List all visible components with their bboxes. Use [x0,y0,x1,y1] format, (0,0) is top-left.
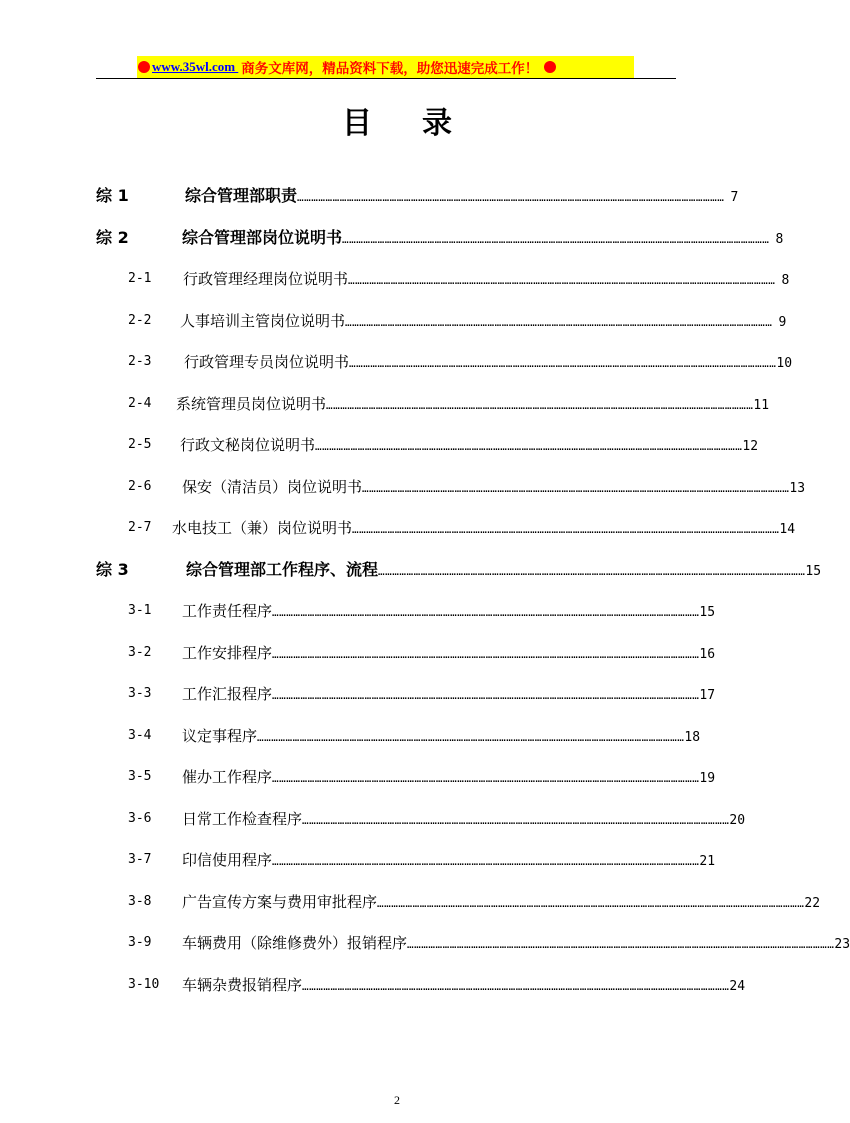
toc-leader-dots: ……………………………………………………………………………………………………………………………………………………………… [352,523,780,536]
toc-entry-title: 催办工作程序 [182,768,273,786]
toc-entry-page: 21 [699,854,716,869]
toc-entry-number: 综 2 [96,227,129,247]
page-title: 目录 [342,106,502,141]
toc-entry-title: 议定事程序 [182,726,258,745]
toc-entry-number: 3-1 [128,603,152,618]
toc-entry-page: 20 [729,812,746,828]
toc-leader-dots: ……………………………………………………………………………………………………………………………………………………………… [272,689,700,702]
toc-entry-title: 综合管理部职责 [185,186,298,205]
toc-entry-page: 14 [779,522,796,537]
toc-entry[interactable] [0,599,794,623]
toc-entry[interactable] [0,973,794,997]
toc-leader-dots: ……………………………………………………………………………………………………………………………………………………………… [377,896,805,910]
toc-entry-page: 9 [778,314,787,330]
toc-entry-page: 19 [699,771,716,786]
page-number: 2 [394,1093,400,1107]
toc-leader-dots: ……………………………………………………………………………………………………………………………………………………………… [272,772,700,785]
toc-entry-number: 2-6 [128,478,152,494]
toc-entry-title: 系统管理员岗位说明书 [176,394,327,413]
red-dot-icon [138,61,150,73]
toc-entry[interactable] [0,558,822,582]
toc-entry-number: 3-3 [128,686,152,701]
toc-entry-number: 综 1 [96,186,129,205]
toc-entry[interactable] [0,848,794,872]
toc-entry-number: 3-6 [128,810,152,826]
toc-entry-title: 日常工作检查程序 [182,809,303,828]
toc-entry[interactable] [0,807,794,831]
toc-entry[interactable] [0,765,794,789]
toc-entry-title: 工作汇报程序 [182,685,273,703]
toc-entry-number: 2-5 [128,437,152,452]
toc-entry-number: 2-2 [128,312,152,328]
toc-entry-page: 13 [789,480,806,496]
toc-entry-page: 12 [742,439,759,454]
toc-leader-dots: ……………………………………………………………………………………………………………………………………………………………… [407,938,835,951]
header-rule [96,78,676,79]
toc-entry[interactable] [0,309,794,333]
toc-entry[interactable] [0,724,794,748]
toc-entry[interactable] [0,475,806,499]
toc-entry-number: 2-3 [128,354,152,369]
toc-leader-dots: ……………………………………………………………………………………………………………………………………………………………… [315,440,743,453]
toc-entry-page: 17 [699,688,716,703]
toc-leader-dots: ……………………………………………………………………………………………………………………………………………………………… [272,606,700,619]
toc-leader-dots: ……………………………………………………………………………………………………………………………………………………………… [302,813,730,827]
toc-entry-page: 22 [804,895,821,911]
toc-entry-title: 行政管理经理岗位说明书 [183,270,349,288]
toc-entry-page: 8 [775,231,784,247]
toc-entry[interactable] [0,267,794,291]
toc-entry-title: 印信使用程序 [182,851,273,869]
toc-leader-dots: ……………………………………………………………………………………………………………………………………………………………… [378,564,806,578]
toc-entry-page: 16 [699,646,716,662]
toc-leader-dots: ……………………………………………………………………………………………………………………………………………………………… [349,357,777,370]
toc-entry[interactable] [0,890,821,914]
toc-entry-title: 工作安排程序 [182,643,273,662]
toc-leader-dots: ……………………………………………………………………………………………………………………………………………………………… [257,730,685,744]
toc-entry-page: 24 [729,978,746,994]
toc-entry[interactable] [0,392,794,416]
toc-entry[interactable] [0,226,794,250]
toc-entry-number: 2-4 [128,395,152,411]
toc-entry-page: 15 [805,563,822,579]
toc-entry-number: 3-9 [128,935,152,950]
toc-entry[interactable] [0,433,794,457]
toc-entry-number: 3-7 [128,852,152,867]
toc-entry-title: 保安（清洁员）岗位说明书 [182,477,363,496]
toc-entry-page: 7 [730,190,739,205]
toc-entry-title: 车辆费用（除维修费外）报销程序 [182,934,408,952]
toc-leader-dots: ……………………………………………………………………………………………………………………………………………………………… [342,232,770,246]
toc-leader-dots: ……………………………………………………………………………………………………………………………………………………………… [272,647,700,661]
red-dot-icon [544,61,556,73]
toc-entry-page: 23 [834,937,850,952]
toc-entry[interactable] [0,516,794,540]
toc-leader-dots: ……………………………………………………………………………………………………………………………………………………………… [302,979,730,993]
toc-entry-title: 综合管理部工作程序、流程 [186,559,379,579]
toc-leader-dots: ……………………………………………………………………………………………………………………………………………………………… [345,315,773,329]
toc-entry-number: 2-7 [128,520,152,535]
toc-entry[interactable] [0,184,794,208]
toc-entry-number: 2-1 [128,271,152,286]
toc-entry-page: 11 [753,397,770,413]
toc-leader-dots: ……………………………………………………………………………………………………………………………………………………………… [272,855,700,868]
header-slogan: 商务文库网，精品资料下载，助您迅速完成工作！ [241,61,539,77]
toc-entry-title: 水电技工（兼）岗位说明书 [172,519,353,537]
toc-entry-page: 18 [684,729,701,745]
toc-entry-title: 行政文秘岗位说明书 [180,436,316,454]
toc-entry-title: 综合管理部岗位说明书 [182,227,343,247]
toc-leader-dots: ……………………………………………………………………………………………………………………………………………………………… [348,274,776,287]
toc-entry-number: 3-8 [128,893,152,909]
toc-leader-dots: ……………………………………………………………………………………………………………………………………………………………… [297,191,725,204]
toc-entry-title: 人事培训主管岗位说明书 [180,311,346,330]
toc-entry-number: 3-5 [128,769,152,784]
toc-entry-page: 15 [699,605,716,620]
toc-entry[interactable] [0,641,794,665]
toc-entry-number: 综 3 [96,559,129,579]
toc-entry-number: 3-10 [128,976,160,992]
site-link[interactable]: www.35wl.com [152,59,239,74]
toc-entry-page: 8 [781,273,790,288]
toc-entry-title: 工作责任程序 [182,602,273,620]
toc-entry-title: 行政管理专员岗位说明书 [184,353,350,371]
toc-entry[interactable] [0,350,794,374]
toc-entry[interactable] [0,931,850,955]
toc-leader-dots: ……………………………………………………………………………………………………………………………………………………………… [326,398,754,412]
toc-entry-number: 3-2 [128,644,152,660]
toc-entry-number: 3-4 [128,727,152,743]
toc-entry-page: 10 [776,356,793,371]
toc-entry[interactable] [0,682,794,706]
toc-entry-title: 车辆杂费报销程序 [182,975,303,994]
toc-leader-dots: ……………………………………………………………………………………………………………………………………………………………… [362,481,790,495]
header-banner [137,56,634,78]
toc-entry-title: 广告宣传方案与费用审批程序 [182,892,378,911]
